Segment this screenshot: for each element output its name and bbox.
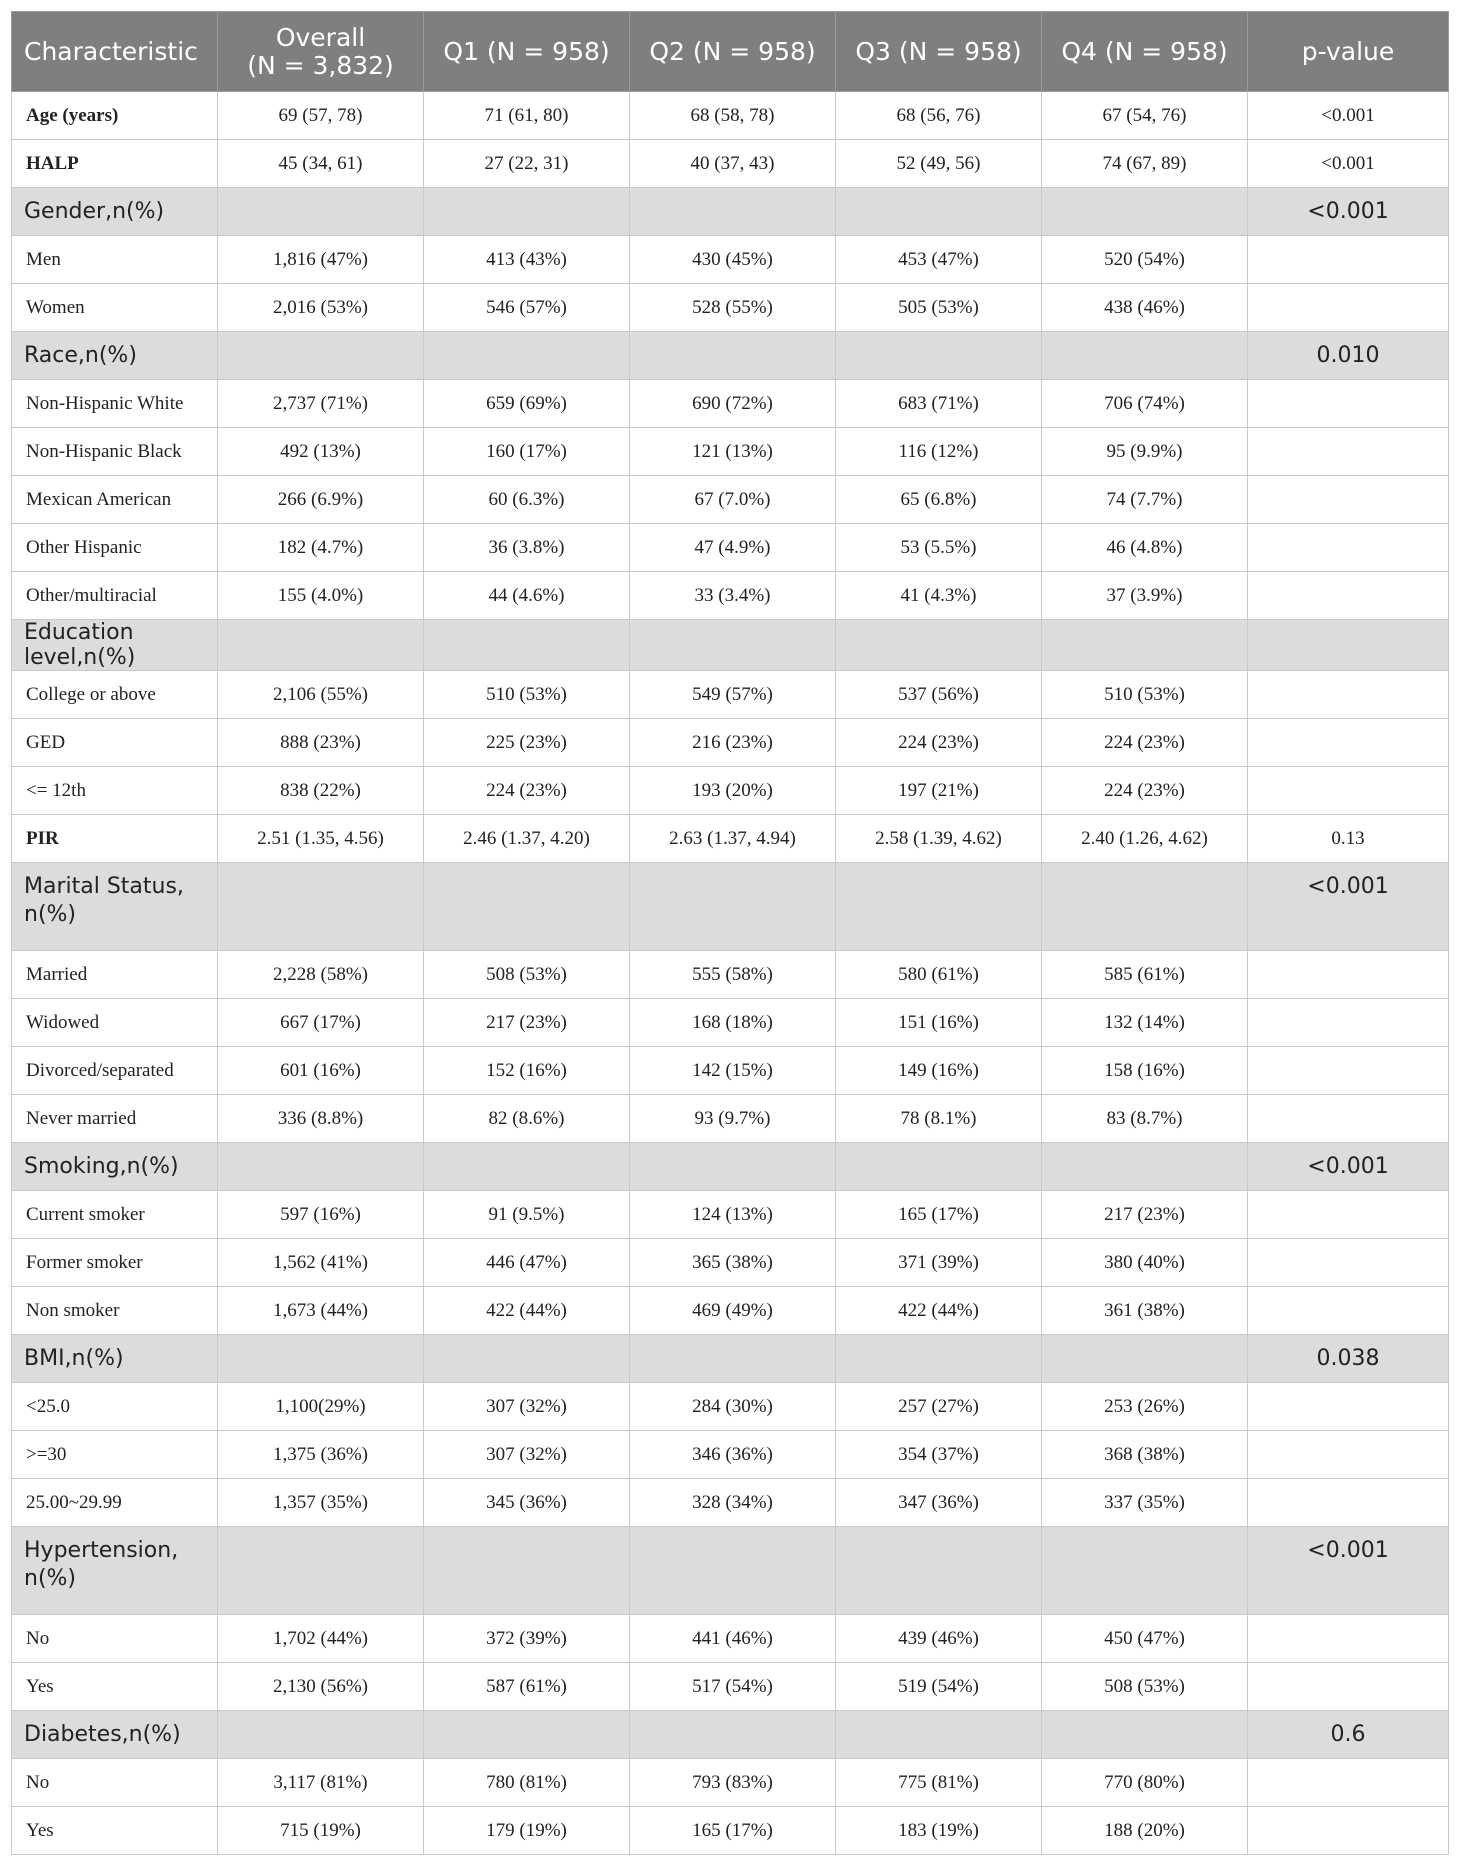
table-row (12, 1759, 1449, 1807)
cell-q1 (424, 1711, 630, 1759)
group-header-row (12, 863, 1449, 951)
cell-q4: 224 (23%) (1042, 719, 1248, 767)
cell-characteristic: Current smoker (12, 1191, 218, 1239)
cell-overall: 2,106 (55%) (218, 671, 424, 719)
cell-q1: 413 (43%) (424, 236, 630, 284)
cell-overall: 2,130 (56%) (218, 1663, 424, 1711)
cell-p-value (1248, 719, 1449, 767)
cell-q2: 193 (20%) (630, 767, 836, 815)
cell-q2: 346 (36%) (630, 1431, 836, 1479)
cell-overall: 888 (23%) (218, 719, 424, 767)
cell-q3 (836, 1711, 1042, 1759)
cell-q1: 422 (44%) (424, 1287, 630, 1335)
cell-characteristic: Gender,n(%) (12, 188, 218, 236)
cell-q2: 168 (18%) (630, 999, 836, 1047)
cell-overall: 1,100(29%) (218, 1383, 424, 1431)
cell-overall: 1,673 (44%) (218, 1287, 424, 1335)
cell-characteristic: Former smoker (12, 1239, 218, 1287)
cell-q1: 44 (4.6%) (424, 572, 630, 620)
cell-overall: 155 (4.0%) (218, 572, 424, 620)
cell-q3: 165 (17%) (836, 1191, 1042, 1239)
cell-q2: 93 (9.7%) (630, 1095, 836, 1143)
cell-q1: 27 (22, 31) (424, 140, 630, 188)
cell-q4: 337 (35%) (1042, 1479, 1248, 1527)
cell-characteristic: GED (12, 719, 218, 767)
cell-p-value (1248, 1287, 1449, 1335)
cell-q1: 82 (8.6%) (424, 1095, 630, 1143)
cell-q4: 67 (54, 76) (1042, 92, 1248, 140)
table-row (12, 572, 1449, 620)
cell-overall: 182 (4.7%) (218, 524, 424, 572)
cell-p-value: 0.6 (1248, 1711, 1449, 1759)
cell-q1: 60 (6.3%) (424, 476, 630, 524)
header-overall: Overall (N = 3,832) (218, 12, 424, 92)
cell-q1: 345 (36%) (424, 1479, 630, 1527)
table-row (12, 1431, 1449, 1479)
cell-q4: 520 (54%) (1042, 236, 1248, 284)
cell-q4 (1042, 188, 1248, 236)
cell-q3: 354 (37%) (836, 1431, 1042, 1479)
cell-q4: 450 (47%) (1042, 1615, 1248, 1663)
cell-q2: 47 (4.9%) (630, 524, 836, 572)
cell-overall (218, 1143, 424, 1191)
cell-q1: 546 (57%) (424, 284, 630, 332)
cell-p-value (1248, 1191, 1449, 1239)
cell-q4: 380 (40%) (1042, 1239, 1248, 1287)
cell-p-value (1248, 1663, 1449, 1711)
cell-q4: 706 (74%) (1042, 380, 1248, 428)
cell-q3: 224 (23%) (836, 719, 1042, 767)
cell-q4: 83 (8.7%) (1042, 1095, 1248, 1143)
cell-q2 (630, 188, 836, 236)
cell-q2 (630, 1335, 836, 1383)
cell-p-value (1248, 1047, 1449, 1095)
cell-characteristic: Non smoker (12, 1287, 218, 1335)
cell-overall: 3,117 (81%) (218, 1759, 424, 1807)
cell-q4: 2.40 (1.26, 4.62) (1042, 815, 1248, 863)
cell-p-value (1248, 1759, 1449, 1807)
header-q1: Q1 (N = 958) (424, 12, 630, 92)
table-row (12, 1663, 1449, 1711)
cell-characteristic: >=30 (12, 1431, 218, 1479)
cell-q2: 469 (49%) (630, 1287, 836, 1335)
cell-q2: 284 (30%) (630, 1383, 836, 1431)
table-row (12, 1807, 1449, 1855)
table-row (12, 236, 1449, 284)
table-row (12, 671, 1449, 719)
cell-q4: 46 (4.8%) (1042, 524, 1248, 572)
cell-characteristic: Married (12, 951, 218, 999)
cell-q2: 67 (7.0%) (630, 476, 836, 524)
cell-q1 (424, 1143, 630, 1191)
cell-q1: 152 (16%) (424, 1047, 630, 1095)
table-row (12, 1383, 1449, 1431)
cell-overall: 336 (8.8%) (218, 1095, 424, 1143)
cell-q3: 580 (61%) (836, 951, 1042, 999)
cell-q3: 371 (39%) (836, 1239, 1042, 1287)
cell-q4: 253 (26%) (1042, 1383, 1248, 1431)
table-row (12, 1615, 1449, 1663)
cell-characteristic: Non-Hispanic Black (12, 428, 218, 476)
cell-p-value (1248, 767, 1449, 815)
table-row (12, 1095, 1449, 1143)
cell-p-value (1248, 284, 1449, 332)
cell-overall: 1,357 (35%) (218, 1479, 424, 1527)
cell-q1: 36 (3.8%) (424, 524, 630, 572)
cell-p-value (1248, 1383, 1449, 1431)
table-row (12, 719, 1449, 767)
cell-overall: 715 (19%) (218, 1807, 424, 1855)
cell-p-value (1248, 428, 1449, 476)
cell-p-value (1248, 951, 1449, 999)
cell-characteristic: Widowed (12, 999, 218, 1047)
cell-p-value (1248, 1479, 1449, 1527)
cell-q3: 149 (16%) (836, 1047, 1042, 1095)
cell-q2: 528 (55%) (630, 284, 836, 332)
cell-p-value (1248, 1239, 1449, 1287)
cell-overall: 69 (57, 78) (218, 92, 424, 140)
cell-q4: 158 (16%) (1042, 1047, 1248, 1095)
cell-q3 (836, 863, 1042, 951)
cell-q3: 41 (4.3%) (836, 572, 1042, 620)
cell-characteristic: Race,n(%) (12, 332, 218, 380)
cell-overall: 492 (13%) (218, 428, 424, 476)
cell-characteristic: Diabetes,n(%) (12, 1711, 218, 1759)
group-header-row (12, 620, 1449, 671)
cell-q2 (630, 863, 836, 951)
cell-q4: 74 (7.7%) (1042, 476, 1248, 524)
table-row (12, 92, 1449, 140)
table-body (12, 92, 1449, 1855)
group-header-row (12, 1335, 1449, 1383)
cell-q4: 508 (53%) (1042, 1663, 1248, 1711)
cell-q2: 365 (38%) (630, 1239, 836, 1287)
cell-q4 (1042, 1143, 1248, 1191)
cell-overall: 45 (34, 61) (218, 140, 424, 188)
cell-characteristic: No (12, 1615, 218, 1663)
cell-overall: 601 (16%) (218, 1047, 424, 1095)
cell-q4: 361 (38%) (1042, 1287, 1248, 1335)
cell-q2 (630, 620, 836, 671)
cell-q1: 587 (61%) (424, 1663, 630, 1711)
cell-characteristic: <= 12th (12, 767, 218, 815)
table-row (12, 815, 1449, 863)
cell-q1: 217 (23%) (424, 999, 630, 1047)
cell-characteristic: Smoking,n(%) (12, 1143, 218, 1191)
cell-q2: 216 (23%) (630, 719, 836, 767)
cell-q2: 793 (83%) (630, 1759, 836, 1807)
table-row (12, 284, 1449, 332)
group-header-row (12, 1711, 1449, 1759)
cell-q4: 224 (23%) (1042, 767, 1248, 815)
cell-overall: 1,375 (36%) (218, 1431, 424, 1479)
cell-q1 (424, 1527, 630, 1615)
cell-q3: 453 (47%) (836, 236, 1042, 284)
cell-characteristic: Marital Status, n(%) (12, 863, 218, 951)
cell-characteristic: Mexican American (12, 476, 218, 524)
table-row (12, 524, 1449, 572)
cell-q1: 91 (9.5%) (424, 1191, 630, 1239)
header-q4: Q4 (N = 958) (1042, 12, 1248, 92)
cell-q3 (836, 188, 1042, 236)
cell-q2: 2.63 (1.37, 4.94) (630, 815, 836, 863)
cell-q3: 53 (5.5%) (836, 524, 1042, 572)
table-row (12, 1047, 1449, 1095)
cell-characteristic: Women (12, 284, 218, 332)
header-q2: Q2 (N = 958) (630, 12, 836, 92)
cell-q1: 2.46 (1.37, 4.20) (424, 815, 630, 863)
cell-overall: 597 (16%) (218, 1191, 424, 1239)
cell-q1 (424, 863, 630, 951)
cell-q2: 690 (72%) (630, 380, 836, 428)
cell-q2: 430 (45%) (630, 236, 836, 284)
cell-q3: 52 (49, 56) (836, 140, 1042, 188)
cell-p-value: <0.001 (1248, 92, 1449, 140)
cell-characteristic: PIR (12, 815, 218, 863)
cell-characteristic: No (12, 1759, 218, 1807)
table-row (12, 428, 1449, 476)
cell-q1: 780 (81%) (424, 1759, 630, 1807)
cell-characteristic: Age (years) (12, 92, 218, 140)
cell-q3: 78 (8.1%) (836, 1095, 1042, 1143)
cell-p-value (1248, 671, 1449, 719)
header-characteristic: Characteristic (12, 12, 218, 92)
cell-q2 (630, 1711, 836, 1759)
cell-characteristic: Education level,n(%) (12, 620, 218, 671)
characteristics-table (11, 11, 1449, 1855)
table-row (12, 951, 1449, 999)
group-header-row (12, 332, 1449, 380)
cell-p-value: <0.001 (1248, 140, 1449, 188)
cell-p-value (1248, 999, 1449, 1047)
cell-q1: 508 (53%) (424, 951, 630, 999)
cell-q2: 328 (34%) (630, 1479, 836, 1527)
cell-overall: 2,016 (53%) (218, 284, 424, 332)
cell-p-value: <0.001 (1248, 863, 1449, 951)
cell-q2: 165 (17%) (630, 1807, 836, 1855)
group-header-row (12, 1527, 1449, 1615)
cell-q3: 257 (27%) (836, 1383, 1042, 1431)
cell-q1: 71 (61, 80) (424, 92, 630, 140)
table-row (12, 380, 1449, 428)
cell-q3: 197 (21%) (836, 767, 1042, 815)
cell-q4: 585 (61%) (1042, 951, 1248, 999)
cell-q3: 116 (12%) (836, 428, 1042, 476)
cell-overall: 667 (17%) (218, 999, 424, 1047)
header-q3: Q3 (N = 958) (836, 12, 1042, 92)
cell-q3: 422 (44%) (836, 1287, 1042, 1335)
cell-q1: 372 (39%) (424, 1615, 630, 1663)
cell-characteristic: College or above (12, 671, 218, 719)
cell-q4 (1042, 332, 1248, 380)
cell-q1 (424, 332, 630, 380)
cell-q2: 517 (54%) (630, 1663, 836, 1711)
group-header-row (12, 188, 1449, 236)
cell-q2: 549 (57%) (630, 671, 836, 719)
cell-q3 (836, 332, 1042, 380)
cell-q3: 68 (56, 76) (836, 92, 1042, 140)
cell-q3 (836, 1335, 1042, 1383)
cell-q1: 179 (19%) (424, 1807, 630, 1855)
table-row (12, 767, 1449, 815)
cell-overall (218, 1527, 424, 1615)
cell-q4 (1042, 863, 1248, 951)
cell-q4 (1042, 620, 1248, 671)
cell-q3: 505 (53%) (836, 284, 1042, 332)
cell-q1 (424, 620, 630, 671)
cell-q4: 132 (14%) (1042, 999, 1248, 1047)
cell-q3: 683 (71%) (836, 380, 1042, 428)
cell-p-value: 0.13 (1248, 815, 1449, 863)
cell-q1: 160 (17%) (424, 428, 630, 476)
cell-q2: 124 (13%) (630, 1191, 836, 1239)
cell-overall (218, 863, 424, 951)
cell-overall (218, 332, 424, 380)
header-row (12, 12, 1449, 92)
cell-q4: 188 (20%) (1042, 1807, 1248, 1855)
cell-q2 (630, 332, 836, 380)
cell-q2 (630, 1527, 836, 1615)
cell-q1: 510 (53%) (424, 671, 630, 719)
cell-q2: 121 (13%) (630, 428, 836, 476)
cell-p-value (1248, 524, 1449, 572)
cell-q2: 33 (3.4%) (630, 572, 836, 620)
cell-characteristic: Yes (12, 1807, 218, 1855)
cell-overall (218, 188, 424, 236)
cell-characteristic: <25.0 (12, 1383, 218, 1431)
cell-q3: 439 (46%) (836, 1615, 1042, 1663)
cell-overall: 2,737 (71%) (218, 380, 424, 428)
table-header (12, 12, 1449, 92)
cell-p-value (1248, 1431, 1449, 1479)
cell-q3: 2.58 (1.39, 4.62) (836, 815, 1042, 863)
cell-characteristic: HALP (12, 140, 218, 188)
group-header-row (12, 1143, 1449, 1191)
cell-p-value (1248, 476, 1449, 524)
cell-q3: 151 (16%) (836, 999, 1042, 1047)
cell-q2: 68 (58, 78) (630, 92, 836, 140)
cell-characteristic: Men (12, 236, 218, 284)
cell-q1 (424, 1335, 630, 1383)
cell-q3: 183 (19%) (836, 1807, 1042, 1855)
cell-overall: 266 (6.9%) (218, 476, 424, 524)
table-row (12, 476, 1449, 524)
cell-q2: 142 (15%) (630, 1047, 836, 1095)
cell-q2: 441 (46%) (630, 1615, 836, 1663)
cell-q4: 74 (67, 89) (1042, 140, 1248, 188)
cell-characteristic: Other/multiracial (12, 572, 218, 620)
cell-q4 (1042, 1335, 1248, 1383)
cell-q1: 307 (32%) (424, 1431, 630, 1479)
cell-q4 (1042, 1527, 1248, 1615)
table-row (12, 140, 1449, 188)
cell-p-value: 0.038 (1248, 1335, 1449, 1383)
table-row (12, 999, 1449, 1047)
cell-p-value: 0.010 (1248, 332, 1449, 380)
cell-q3: 537 (56%) (836, 671, 1042, 719)
cell-characteristic: Hypertension, n(%) (12, 1527, 218, 1615)
cell-overall (218, 1711, 424, 1759)
header-p-value: p-value (1248, 12, 1449, 92)
cell-overall (218, 620, 424, 671)
cell-q1: 225 (23%) (424, 719, 630, 767)
cell-p-value (1248, 1095, 1449, 1143)
cell-p-value (1248, 1807, 1449, 1855)
cell-q3: 65 (6.8%) (836, 476, 1042, 524)
cell-p-value (1248, 572, 1449, 620)
cell-q4: 510 (53%) (1042, 671, 1248, 719)
cell-q1: 307 (32%) (424, 1383, 630, 1431)
cell-characteristic: Other Hispanic (12, 524, 218, 572)
cell-overall (218, 1335, 424, 1383)
cell-q2: 555 (58%) (630, 951, 836, 999)
cell-characteristic: Never married (12, 1095, 218, 1143)
cell-q4: 438 (46%) (1042, 284, 1248, 332)
cell-q4: 95 (9.9%) (1042, 428, 1248, 476)
cell-p-value (1248, 1615, 1449, 1663)
cell-p-value (1248, 620, 1449, 671)
table-row (12, 1287, 1449, 1335)
cell-q4: 770 (80%) (1042, 1759, 1248, 1807)
cell-characteristic: 25.00~29.99 (12, 1479, 218, 1527)
cell-characteristic: Divorced/separated (12, 1047, 218, 1095)
cell-characteristic: Yes (12, 1663, 218, 1711)
cell-q4: 217 (23%) (1042, 1191, 1248, 1239)
cell-overall: 1,702 (44%) (218, 1615, 424, 1663)
table-row (12, 1479, 1449, 1527)
cell-q1: 446 (47%) (424, 1239, 630, 1287)
cell-q4 (1042, 1711, 1248, 1759)
cell-q3: 519 (54%) (836, 1663, 1042, 1711)
cell-q2: 40 (37, 43) (630, 140, 836, 188)
table-row (12, 1239, 1449, 1287)
cell-p-value (1248, 236, 1449, 284)
cell-overall: 1,562 (41%) (218, 1239, 424, 1287)
cell-characteristic: BMI,n(%) (12, 1335, 218, 1383)
cell-q3: 775 (81%) (836, 1759, 1042, 1807)
cell-overall: 1,816 (47%) (218, 236, 424, 284)
cell-p-value: <0.001 (1248, 1143, 1449, 1191)
cell-q2 (630, 1143, 836, 1191)
cell-p-value: <0.001 (1248, 1527, 1449, 1615)
cell-q1: 659 (69%) (424, 380, 630, 428)
cell-q4: 368 (38%) (1042, 1431, 1248, 1479)
cell-q3: 347 (36%) (836, 1479, 1042, 1527)
cell-p-value (1248, 380, 1449, 428)
cell-q3 (836, 1527, 1042, 1615)
cell-overall: 838 (22%) (218, 767, 424, 815)
cell-q1 (424, 188, 630, 236)
table-row (12, 1191, 1449, 1239)
cell-overall: 2,228 (58%) (218, 951, 424, 999)
cell-overall: 2.51 (1.35, 4.56) (218, 815, 424, 863)
table-container (11, 11, 1448, 1855)
cell-q4: 37 (3.9%) (1042, 572, 1248, 620)
cell-q3 (836, 620, 1042, 671)
cell-characteristic: Non-Hispanic White (12, 380, 218, 428)
cell-p-value: <0.001 (1248, 188, 1449, 236)
cell-q3 (836, 1143, 1042, 1191)
cell-q1: 224 (23%) (424, 767, 630, 815)
